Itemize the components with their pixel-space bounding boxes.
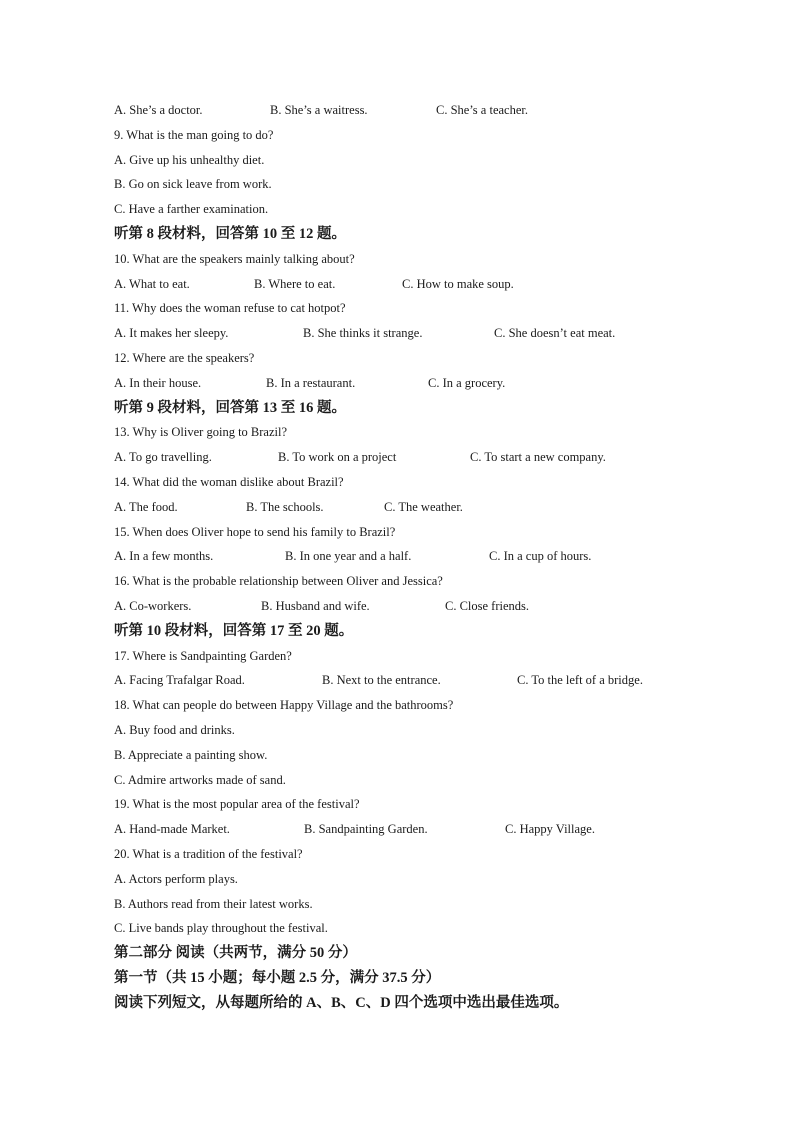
question-line: B. Go on sick leave from work.	[114, 177, 272, 192]
answer-options-row	[114, 817, 684, 842]
answer-option: A. Facing Trafalgar Road.	[114, 673, 245, 688]
question-line: 20. What is a tradition of the festival?	[114, 846, 303, 861]
answer-option: C. To start a new company.	[470, 450, 606, 465]
answer-option: A. In a few months.	[114, 549, 214, 564]
answer-options-row	[114, 544, 684, 569]
question-line: 13. Why is Oliver going to Brazil?	[114, 425, 288, 440]
question-line: 16. What is the probable relationship between Oliver and Jessica?	[114, 574, 443, 589]
section-heading: 听第 8 段材料，回答第 10 至 12 题。	[114, 225, 346, 242]
answer-option: A. In their house.	[114, 375, 202, 390]
answer-option: A. The food.	[114, 499, 178, 514]
answer-options-row	[114, 272, 684, 297]
question-line: B. Appreciate a painting show.	[114, 747, 268, 762]
answer-option: C. The weather.	[384, 499, 463, 514]
section-heading: 第二部分 阅读（共两节，满分 50 分）	[114, 945, 357, 962]
question-line: C. Live bands play throughout the festival.	[114, 921, 328, 936]
answer-option: C. How to make soup.	[402, 276, 514, 291]
question-line: 11. Why does the woman refuse to cat hotpot?	[114, 301, 346, 316]
answer-option: B. Where to eat.	[254, 276, 336, 291]
question-line: 18. What can people do between Happy Village and the bathrooms?	[114, 698, 454, 713]
section-heading: 听第 10 段材料，回答第 17 至 20 题。	[114, 622, 354, 639]
answer-option: A. Co-workers.	[114, 598, 192, 613]
answer-option: C. She’s a teacher.	[436, 103, 528, 117]
answer-options-row	[114, 594, 684, 619]
answer-option: A. What to eat.	[114, 276, 190, 291]
question-line: 15. When does Oliver hope to send his family to Brazil?	[114, 524, 396, 539]
answer-option: B. Husband and wife.	[261, 598, 370, 613]
exam-page	[114, 98, 684, 1015]
answer-option: C. In a cup of hours.	[489, 549, 592, 564]
question-line: B. Authors read from their latest works.	[114, 896, 313, 911]
answer-options-row	[114, 445, 684, 470]
answer-options-row	[114, 371, 684, 396]
question-line: A. Buy food and drinks.	[114, 722, 235, 737]
section-heading: 阅读下列短文，从每题所给的 A、B、C、D 四个选项中选出最佳选项。	[114, 994, 569, 1011]
question-line: 12. Where are the speakers?	[114, 350, 255, 365]
question-line: 17. Where is Sandpainting Garden?	[114, 648, 292, 663]
answer-options-row	[114, 495, 684, 520]
section-heading: 听第 9 段材料，回答第 13 至 16 题。	[114, 399, 346, 416]
question-line: A. Give up his unhealthy diet.	[114, 152, 265, 167]
section-heading: 第一节（共 15 小题；每小题 2.5 分，满分 37.5 分）	[114, 969, 441, 986]
answer-option: B. To work on a project	[278, 450, 397, 465]
answer-option: B. Next to the entrance.	[322, 673, 441, 688]
question-line: A. Actors perform plays.	[114, 871, 238, 886]
answer-option: B. In one year and a half.	[285, 549, 412, 564]
answer-option: A. Hand-made Market.	[114, 822, 230, 837]
answer-option: A. She’s a doctor.	[114, 103, 203, 117]
answer-option: A. To go travelling.	[114, 450, 212, 465]
answer-option: C. To the left of a bridge.	[517, 673, 643, 688]
answer-option: C. Happy Village.	[505, 822, 595, 837]
answer-option: B. She’s a waitress.	[270, 103, 368, 117]
answer-option: B. The schools.	[246, 499, 324, 514]
question-line: 9. What is the man going to do?	[114, 127, 274, 142]
answer-option: B. She thinks it strange.	[303, 326, 423, 341]
answer-options-row	[114, 321, 684, 346]
answer-option: A. It makes her sleepy.	[114, 326, 229, 341]
answer-option: C. In a grocery.	[428, 375, 506, 390]
question-line: 10. What are the speakers mainly talking about?	[114, 251, 355, 266]
question-line: C. Have a farther examination.	[114, 202, 269, 217]
answer-options-row	[114, 668, 684, 693]
question-line: 19. What is the most popular area of the festival?	[114, 797, 360, 812]
answer-option: C. Close friends.	[445, 598, 530, 613]
answer-option: B. Sandpainting Garden.	[304, 822, 428, 837]
answer-options-row	[114, 98, 684, 123]
answer-option: B. In a restaurant.	[266, 375, 356, 390]
question-line: C. Admire artworks made of sand.	[114, 772, 286, 787]
question-line: 14. What did the woman dislike about Brazil?	[114, 474, 344, 489]
answer-option: C. She doesn’t eat meat.	[494, 326, 616, 341]
